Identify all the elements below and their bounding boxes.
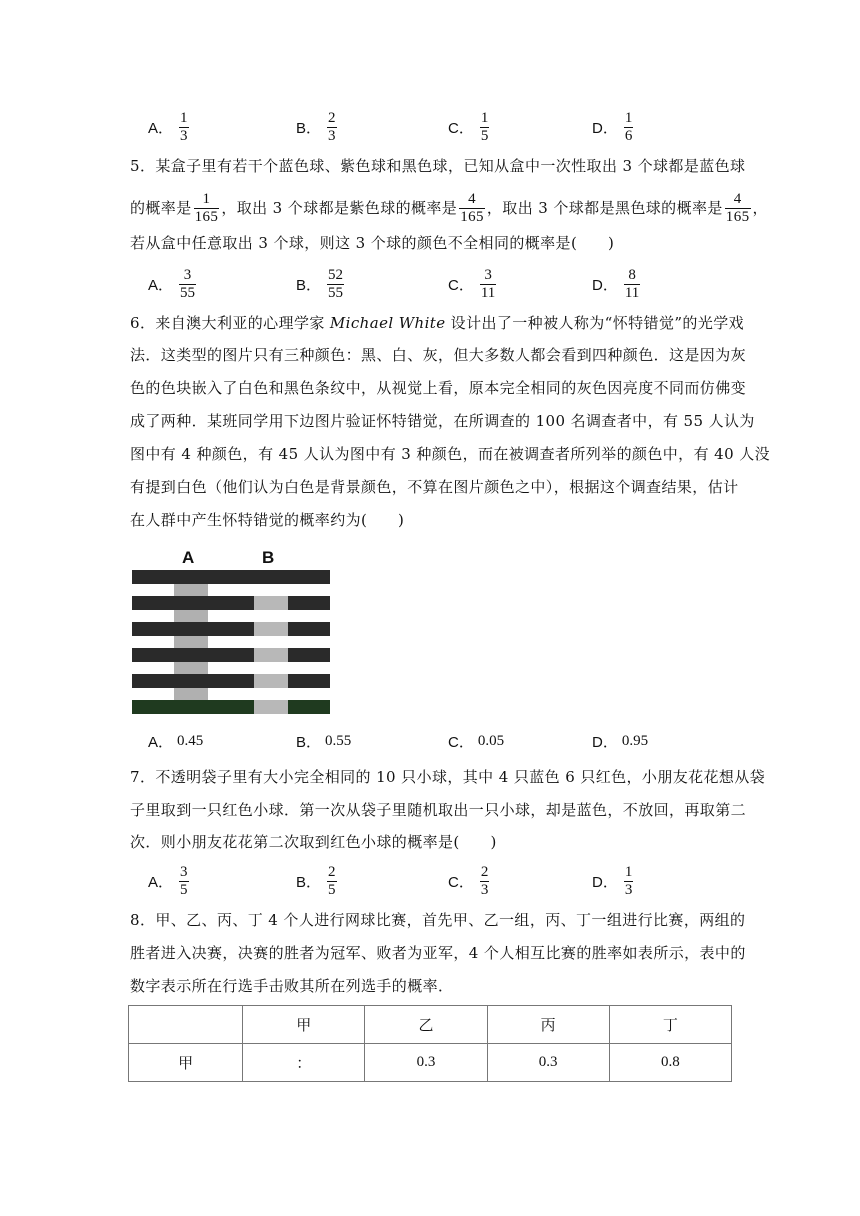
q5-option-a [148,264,198,304]
table-header-cell [129,1006,243,1044]
fraction [624,864,634,899]
q7-option-a [148,861,191,901]
numerator: 4 [733,190,742,207]
table-cell: 0.3 [365,1044,487,1082]
option-label: D． [592,276,618,294]
q8-line-1: 8．甲、乙、丙、丁 4 个人进行网球比赛，首先甲、乙一组，丙、丁一组进行比赛，两组的 [130,911,746,929]
text: ， [752,199,768,217]
table-header-cell: 丙 [487,1006,609,1044]
fraction [459,191,485,226]
numerator: 1 [202,190,211,207]
numerator: 2 [480,863,489,880]
fraction [480,110,490,145]
q7-line-1: 7．不透明袋子里有大小完全相同的 10 只小球，其中 4 只蓝色 6 只红色，小朋友花花想从袋 [130,768,766,786]
denominator: 165 [194,208,219,225]
denominator: 165 [460,208,484,225]
fraction [194,191,220,226]
q5-line-2 [130,188,768,228]
table-cell: ： [243,1044,365,1082]
denominator: 3 [480,881,489,898]
numerator: 1 [624,109,633,126]
option-label: C． [448,733,474,751]
q8-line-3: 数字表示所在行选手击败其所在列选手的概率． [130,977,454,995]
numerator: 1 [180,109,188,126]
q5-line-1: 5．某盒子里有若干个蓝色球、紫色球和黑色球，已知从盒中一次性取出 3 个球都是蓝色球 [130,157,746,175]
numerator: 8 [628,266,636,283]
q4-option-c [448,107,491,147]
option-label: A． [148,276,174,294]
option-label: A． [148,733,174,751]
q7-option-b [296,861,339,901]
fraction [327,864,337,899]
q5-option-d [592,264,642,304]
numerator: 2 [328,863,336,880]
fraction [480,864,490,899]
numerator: 2 [328,109,336,126]
option-value: 0.95 [621,732,649,749]
denominator: 3 [624,881,633,898]
fraction [624,267,640,302]
text: 的概率是 [130,199,192,217]
q6-line-4: 成了两种．某班同学用下边图片验证怀特错觉，在所调查的 100 名调查者中，有 55 人认为 [130,412,755,430]
option-value: 0.05 [477,732,505,749]
option-label: A． [148,873,174,891]
numerator: 52 [328,266,344,283]
fraction [480,267,496,302]
text: ，取出 3 个球都是黑色球的概率是 [486,199,723,217]
option-label: D． [592,733,618,751]
option-label: B． [296,119,322,137]
q6-line-6: 有提到白色（他们认为白色是背景颜色，不算在图片颜色之中），根据这个调查结果，估计 [130,478,739,496]
figure-label-a: A [182,548,195,567]
numerator: 3 [183,266,192,283]
q7-line-2: 子里取到一只红色小球．第一次从袋子里随机取出一只小球，却是蓝色，不放回，再取第二 [130,801,747,819]
fraction [725,191,751,226]
q6-option-b [296,721,351,761]
q6-line-7: 在人群中产生怀特错觉的概率约为( ) [130,511,405,529]
text: 设计出了一种被人称为“怀特错觉”的光学戏 [445,314,745,332]
numerator: 3 [180,863,188,880]
q6-line-2: 法．这类型的图片只有三种颜色：黑、白、灰，但大多数人都会看到四种颜色．这是因为灰 [130,346,747,364]
fraction [624,110,634,145]
option-label: C． [448,119,474,137]
fraction [327,267,344,302]
option-label: A． [148,119,174,137]
table-row [129,1044,732,1082]
fraction [327,110,337,145]
option-value: 0.45 [177,732,204,749]
option-label: D． [592,873,618,891]
denominator: 3 [328,127,336,144]
q5-option-c [448,264,498,304]
fraction [179,864,189,899]
denominator: 6 [624,127,633,144]
denominator: 5 [180,881,188,898]
q7-option-d [592,861,635,901]
q5-line-3: 若从盒中任意取出 3 个球，则这 3 个球的颜色不全相同的概率是( ) [130,234,615,252]
q6-option-d [592,721,648,761]
denominator: 55 [328,284,344,301]
q7-line-3: 次．则小朋友花花第二次取到红色小球的概率是( ) [130,833,497,851]
table-header-row [129,1006,732,1044]
option-label: D． [592,119,618,137]
white-illusion-figure [132,548,330,720]
denominator: 5 [480,127,489,144]
numerator: 3 [484,266,492,283]
q6-line-5: 图中有 4 种颜色，有 45 人认为图中有 3 种颜色，而在被调查者所列举的颜色中，有 40 人没 [130,445,771,463]
numerator: 1 [480,109,489,126]
option-label: C． [448,276,474,294]
option-label: B． [296,873,322,891]
denominator: 5 [328,881,336,898]
q6-line-1 [130,313,744,333]
q5-option-b [296,264,346,304]
stripe-pattern [132,570,330,718]
q4-option-a [148,107,191,147]
denominator: 11 [624,284,640,301]
table-header-cell: 乙 [365,1006,487,1044]
q4-option-b [296,107,339,147]
q6-line-3: 色的色块嵌入了白色和黑色条纹中，从视觉上看，原本完全相同的灰色因亮度不同而仿佛变 [130,379,747,397]
fraction [179,267,196,302]
win-rate-table [128,1005,732,1082]
table-cell: 甲 [129,1044,243,1082]
denominator: 11 [480,284,496,301]
text: 6．来自澳大利亚的心理学家 [130,314,330,332]
denominator: 55 [180,284,196,301]
option-label: B． [296,733,322,751]
table-cell: 0.8 [609,1044,731,1082]
q4-option-d [592,107,635,147]
denominator: 3 [180,127,188,144]
numerator: 4 [468,190,476,207]
option-label: B． [296,276,322,294]
numerator: 1 [624,863,633,880]
q6-option-c [448,721,504,761]
denominator: 165 [725,208,750,225]
table-header-cell: 甲 [243,1006,365,1044]
text: ，取出 3 个球都是紫色球的概率是 [221,199,458,217]
table-cell: 0.3 [487,1044,609,1082]
psychologist-name: Michael White [329,314,446,332]
option-label: C． [448,873,474,891]
table-header-cell: 丁 [609,1006,731,1044]
figure-label-b: B [262,548,275,567]
option-value: 0.55 [325,732,352,749]
q8-line-2: 胜者进入决赛，决赛的胜者为冠军、败者为亚军，4 个人相互比赛的胜率如表所示，表中的 [130,944,746,962]
fraction [179,110,189,145]
q6-option-a [148,721,203,761]
q7-option-c [448,861,491,901]
